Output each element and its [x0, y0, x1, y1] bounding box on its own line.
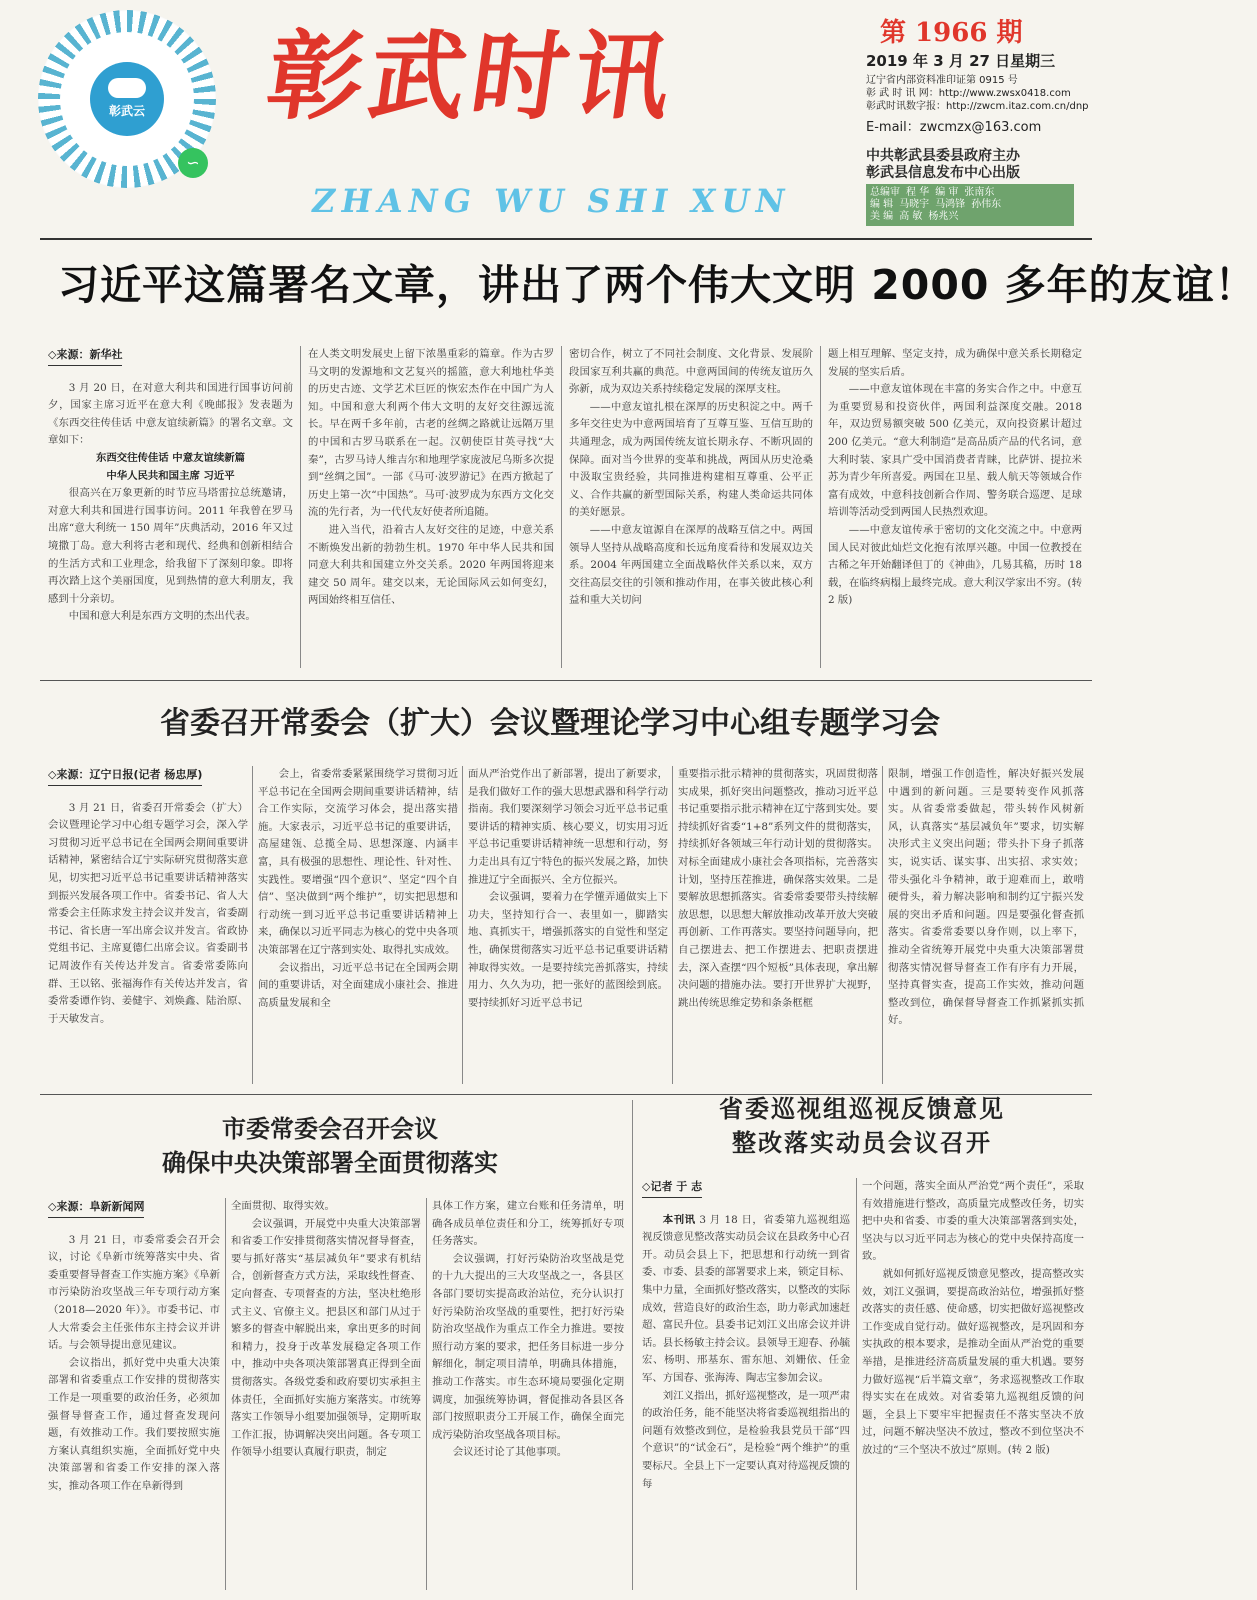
staff-row [870, 199, 1070, 211]
cloud-icon [108, 78, 146, 98]
paragraph: 很高兴在万象更新的时节应马塔雷拉总统邀请，对意大利共和国进行国事访问。2011 年我曾在罗马出席“意大利统一 150 周年”庆典活动，2016 年又过境撒丁岛。意大利将古老和现代、经典和创新相结合的生活方式和工业理念，给我留下了深刻印象。即将再次踏上这个美丽国度，见到热情的意大利朋友，我感到十分亲切。 [48, 487, 293, 605]
masthead-title: 彰武时讯 [260, 21, 684, 133]
paragraph: 3 月 21 日，市委常委会召开会议，讨论《阜新市统筹落实中央、省委重要督导督查工作实施方案》《阜新市污染防治攻坚战三年专项行动方案（2018—2020 年）》。市委书记、市人大常委会主任张伟东主持会议并讲话。与会领导提出意见建议。 [48, 1233, 220, 1352]
staff-cell: 总编审 [870, 187, 900, 198]
article1-col-3 [569, 346, 813, 668]
sponsor-line-1: 中共彰武县委县政府主办 [866, 148, 1020, 164]
paragraph: 会议强调，打好污染防治攻坚战是党的十九大提出的三大攻坚战之一，各县区各部门要切实提高政治站位，充分认识打好污染防治攻坚战的重要性，把打好污染防治攻坚战作为重点工作全力推进。要按照行动方案的要求，把任务目标进一步分解细化，制定项目清单，明确具体措施，推动工作落实。市生态环境局要强化定期调度，加强统筹协调，督促推动各县区各部门按照职责分工开展工作，确保全面完成污染防治攻坚战各项目标。 [432, 1252, 624, 1441]
article3-headline-line-1: 市委常委会召开会议 [222, 1114, 438, 1143]
staff-cell: 高 敏 [899, 211, 923, 222]
digital-edition-link[interactable]: 彰武时讯数字报：http://zwcm.itaz.com.cn/dnp [866, 101, 1089, 112]
article2-col-1 [48, 766, 248, 1084]
paragraph: ——中意友谊传承于密切的文化交流之中。中意两国人民对彼此灿烂文化抱有浓厚兴趣。中国一位教授在古稀之年开始翻译但丁的《神曲》，几易其稿，历时 18 载，在临终病榻上最终完成。意大利汉学家出不穷。(转 2 版) [828, 523, 1082, 607]
paragraph: 3 月 18 日，省委第九巡视组巡视反馈意见整改落实动员会议在县政务中心召开。动员会县上下，把思想和行动统一到省委、市委、县委的部署要求上来，锁定目标、集中力量，全面抓好整改落实，以整改的实际成效，营造良好的政治生态，助力彰武加速赶超、富民升位。县委书记刘江义出席会议并讲话。县长杨敏主持会议。县领导王迎春、孙毓宏、杨明、邢基东、雷东旭、刘姗依、任金军、方国春、张海涛、陶志宝参加会议。 [642, 1213, 850, 1384]
column-divider [426, 1198, 427, 1590]
masthead-pinyin: ZHANG WU SHI XUN [308, 182, 794, 220]
staff-cell: 程 华 [906, 187, 930, 198]
sponsor-block [866, 148, 1020, 182]
paragraph: 限制，增强工作创造性，解决好振兴发展中遇到的新问题。三是要转变作风抓落实。从省委常委做起，带头转作风树新风，认真落实“基层减负年”要求，切实解决形式主义突出问题；带头扑下身子抓落实，说实话、谋实事、出实招、求实效；带头强化斗争精神，敢于迎难而上，敢啃硬骨头，着力解决影响和制约辽宁振兴发展的突出矛盾和问题。四是要强化督查抓落实。省委常委要以身作则，以上率下，推动全省统筹开展党中央重大决策部署贯彻落实情况督导督查工作有序有力开展，坚持真督实查，提高工作实效，推动问题整改到位，确保督导督查工作抓紧抓实抓好。 [888, 768, 1084, 1027]
paragraph: 3 月 20 日，在对意大利共和国进行国事访问前夕，国家主席习近平在意大利《晚邮报》发表题为《东西交往传佳话 中意友谊续新篇》的署名文章。文章如下： [48, 381, 293, 447]
paragraph: 在人类文明发展史上留下浓墨重彩的篇章。作为古罗马文明的发源地和文艺复兴的摇篮，意大利地杜华美的历史古迹、文学艺术巨匠的恢宏杰作在中国广为人知。中国和意大利两个伟大文明的友好交往源远流长。早在两千多年前，古老的丝绸之路就让远隔万里的中国和古罗马联系在一起。汉朝使臣甘英寻找“大秦”，古罗马诗人维吉尔和地理学家庞波尼乌斯多次提到“丝绸之国”。一部《马可·波罗游记》在西方掀起了历史上第一次“中国热”。马可·波罗成为东西方文化交流的先行者，为一代代友好使者所追随。 [308, 348, 554, 519]
qr-logo-text: 彰武云 [108, 104, 145, 118]
print-permit: 辽宁省内部资料准印证第 0915 号 [866, 75, 1018, 86]
column-divider [300, 346, 301, 668]
article1-col-4 [828, 346, 1082, 668]
article1-headline: 习近平这篇署名文章，讲出了两个伟大文明 2000 多年的友谊！ [58, 261, 1257, 309]
column-divider [856, 1178, 857, 1590]
article3-source: ◇来源：阜新新闻网 [48, 1198, 144, 1218]
article2-col-4 [678, 766, 878, 1084]
staff-box [866, 184, 1074, 226]
article3-headline-line-2: 确保中央决策部署全面贯彻落实 [162, 1148, 498, 1177]
article4-headline-line-2: 整改落实动员会议召开 [732, 1128, 992, 1157]
section-divider [40, 680, 1092, 681]
column-divider [561, 346, 562, 668]
staff-row [870, 187, 1070, 199]
paragraph: 进入当代，沿着古人友好交往的足迹，中意关系不断焕发出新的勃勃生机。1970 年中华人民共和国同意大利共和国建立外交关系。2020 年两国将迎来建交 50 周年。建交以来，无论国际风云如何变幻，两国始终相互信任、 [308, 523, 554, 607]
article3-col-3 [432, 1198, 624, 1590]
staff-cell: 马晓宇 [899, 199, 930, 210]
cloud-logo-icon [90, 62, 164, 136]
paragraph: ——中意友谊体现在丰富的务实合作之中。中意互为重要贸易和投资伙伴，两国利益深度交融。2018 年，双边贸易额突破 500 亿美元，双向投资累计超过 200 亿美元。“意大利制造”是高品质产品的代名词，意大利时装、家具广受中国消费者青睐，比萨饼、提拉米苏为青少年所喜爱。两国在卫星、载人航天等领域合作富有成效，中意科技创新合作周、警务联合巡逻、足球培训等活动受到两国人民热烈欢迎。 [828, 383, 1082, 519]
paragraph: 刘江义指出，抓好巡视整改，是一项严肃的政治任务，能不能坚决将省委巡视组指出的问题有效整改到位，是检验我县党员干部“四个意识”的“试金石”，是检验“两个维护”的重要标尺。全县上下一定要认真对待巡视反馈的每 [642, 1389, 850, 1490]
article2-source: ◇来源：辽宁日报(记者 杨忠厚) [48, 766, 202, 786]
article4-headline [672, 1092, 1052, 1160]
staff-cell: 杨兆兴 [928, 211, 959, 222]
article4-col-1 [642, 1178, 850, 1590]
staff-cell: 美 编 [870, 211, 894, 222]
paragraph: ——中意友谊源自在深厚的战略互信之中。两国领导人坚持从战略高度和长远角度看待和发展双边关系。2004 年两国建立全面战略伙伴关系以来，双方交往高层交往的引领和推动作用，在事关彼此核心利益和重大关切问 [569, 523, 813, 607]
issue-number: 第 1966 期 [880, 18, 1023, 48]
article2-col-5 [888, 766, 1084, 1084]
article3-col-2 [231, 1198, 421, 1590]
paragraph: 会议还讨论了其他事项。 [452, 1446, 568, 1459]
column-divider [672, 766, 673, 1084]
staff-cell: 编 审 [935, 187, 959, 198]
paragraph: 重要指示批示精神的贯彻落实，巩固贯彻落实成果，抓好突出问题整改，推动习近平总书记重要指示批示精神在辽宁落到实处。要持续抓好省委“1+8”系列文件的贯彻落实，持续抓好各领域三年行动计划的贯彻落实。对标全面建成小康社会各项指标，完善落实计划，坚持压茬推进，确保落实效果。二是要解放思想抓落实。省委常委要带头持续解放思想，以思想大解放推动改革开放大突破再创新、工作再落实。要坚持问题导向，把自己摆进去、把工作摆进去、把职责摆进去，深入查摆“四个短板”具体表现，拿出解决问题的措施办法。要打开世界扩大视野，跳出传统思维定势和条条框框 [678, 768, 878, 1009]
paragraph: 会上，省委常委紧紧围绕学习贯彻习近平总书记在全国两会期间重要讲话精神，结合工作实际，交流学习体会，提出落实措施。大家表示，习近平总书记的重要讲话，高屋建瓴、总揽全局、思想深邃、内涵丰富，具有极强的思想性、理论性、针对性、实践性。要增强“四个意识”、坚定“四个自信”、坚决做到“两个维护”，切实把思想和行动统一到习近平总书记重要讲话精神上来，确保以习近平同志为核心的党中央各项决策部署在辽宁落到实处、取得扎实成效。 [258, 768, 458, 956]
email-link[interactable]: E-mail：zwcmzx@163.com [866, 120, 1042, 135]
staff-cell: 编 辑 [870, 199, 894, 210]
article2-col-3 [468, 766, 668, 1084]
paragraph: 会议强调，要着力在学懂弄通做实上下功夫，坚持知行合一、表里如一，脚踏实地、真抓实干，增强抓落实的自觉性和坚定性，确保贯彻落实习近平总书记重要讲话精神取得实效。一是要持续完善抓落实，持续用力、久久为功，把一张好的蓝图绘到底。要持续抓好习近平总书记 [468, 891, 668, 1009]
masthead-divider [40, 238, 1092, 240]
staff-cell: 孙伟东 [971, 199, 1002, 210]
paragraph: 题上相互理解、坚定支持，成为确保中意关系长期稳定发展的坚实后盾。 [828, 348, 1082, 378]
article3-headline [150, 1112, 510, 1180]
article4-source: ◇记者 于 志 [642, 1178, 702, 1198]
qr-code [38, 10, 216, 188]
article3-col-1 [48, 1198, 220, 1590]
column-divider [225, 1198, 226, 1590]
paragraph: 会议指出，习近平总书记在全国两会期间的重要讲话，对全面建成小康社会、推进高质量发展和全 [258, 961, 458, 1009]
paragraph: 密切合作，树立了不同社会制度、文化背景、发展阶段国家互利共赢的典范。中意两国间的传统友谊历久弥新，成为双边关系持续稳定发展的深厚支柱。 [569, 348, 813, 396]
paragraph: 中国和意大利是东西方文明的杰出代表。 [68, 610, 256, 623]
website-link[interactable]: 彰 武 时 讯 网：http://www.zwsx0418.com [866, 88, 1071, 99]
paragraph: 一个问题，落实全面从严治党“两个责任”，采取有效措施进行整改，高质量完成整改任务，切实把中央和省委、市委的重大决策部署落到实处，坚决与以习近平同志为核心的党中央保持高度一致。 [862, 1180, 1084, 1263]
paragraph: 就如何抓好巡视反馈意见整改，提高整改实效，刘江义强调，要提高政治站位，增强抓好整改落实的责任感、使命感，切实把做好巡视整改工作变成自觉行动。做好巡视整改，是巩固和夯实执政的根本要求，是推动全面从严治党的重要举措，是推进经济高质量发展的重大机遇。要努力做好巡视“后半篇文章”，务求巡视整改工作取得实实在在成效。对省委第九巡视组反馈的问题，全县上下要牢牢把握责任不落实坚决不放过，问题不解决坚决不放过，整改不到位坚决不放过的“三个坚决不放过”原则。(转 2 版) [862, 1267, 1084, 1456]
section-divider-vertical [632, 1100, 633, 1590]
column-divider [462, 766, 463, 1084]
paragraph: 全面贯彻、取得实效。 [231, 1200, 335, 1212]
paragraph: 面从严治党作出了新部署，提出了新要求，是我们做好工作的强大思想武器和科学行动指南。我们要深刻学习领会习近平总书记重要讲话的精神实质、核心要义，切实用习近平总书记重要讲话精神统一思想和行动，努力走出具有辽宁特色的振兴发展之路，加快推进辽宁全面振兴、全方位振兴。 [468, 768, 668, 886]
article1-byline: 中华人民共和国主席 习近平 [106, 469, 235, 482]
issue-date: 2019 年 3 月 27 日星期三 [866, 52, 1056, 70]
paragraph: 具体工作方案，建立台账和任务清单，明确各成员单位责任和分工，统筹抓好专项任务落实。 [432, 1200, 624, 1248]
article4-col-2 [862, 1178, 1084, 1590]
staff-cell: 张南东 [964, 187, 995, 198]
column-divider [882, 766, 883, 1084]
article4-lead: 本刊讯 [662, 1213, 696, 1226]
paragraph: 会议指出，抓好党中央重大决策部署和省委重点工作安排的贯彻落实工作是一项重要的政治任务，必须加强督导督查工作，通过督查发现问题，有效推动工作。我们要按照实施方案认真组织实施，全面抓好党中央决策部署和省委工作安排的深入落实，推动各项工作在阜新得到 [48, 1356, 220, 1492]
article1-col-2 [308, 346, 554, 668]
column-divider [820, 346, 821, 668]
article4-headline-line-1: 省委巡视组巡视反馈意见 [719, 1094, 1005, 1123]
paragraph: ——中意友谊扎根在深厚的历史积淀之中。两千多年交往史为中意两国培育了互尊互鉴、互信互助的共通理念，成为两国传统友谊长期永存、不断巩固的保障。面对当今世界的变革和挑战，两国从历史沧桑中汲取宝贵经验，共同推进构建相互尊重、公平正义、合作共赢的新型国际关系，构建人类命运共同体的美好愿景。 [569, 400, 813, 519]
paragraph: 3 月 21 日，省委召开常委会（扩大）会议暨理论学习中心组专题学习会，深入学习贯彻习近平总书记在全国两会期间重要讲话精神，紧密结合辽宁实际研究贯彻落实意见，切实把习近平总书记重要讲话精神落实到振兴发展各项工作中。省委书记、省人大常委会主任陈求发主持会议并发言，省委副书记、省长唐一军出席会议并发言。省政协党组书记、主席夏德仁出席会议。省委副书记周波作有关传达并发言。省委常委陈向群、王以铭、张福海作有关传达并发言，省委常委谭作钧、姜健宇、刘焕鑫、陆治原、于天敏发言。 [48, 801, 248, 1025]
article2-headline: 省委召开常委会（扩大）会议暨理论学习中心组专题学习会 [160, 706, 940, 741]
mini-program-icon: ∽ [178, 148, 208, 178]
article1-col-1 [48, 346, 293, 668]
staff-row [870, 211, 1070, 223]
sponsor-line-2: 彰武县信息发布中心出版 [866, 165, 1020, 181]
staff-cell: 马鸿锋 [935, 199, 966, 210]
column-divider [252, 766, 253, 1084]
article1-subtitle: 东西交往传佳话 中意友谊续新篇 [95, 451, 246, 464]
article1-source: ◇来源：新华社 [48, 346, 122, 366]
article2-col-2 [258, 766, 458, 1084]
paragraph: 会议强调，开展党中央重大决策部署和省委工作安排贯彻落实情况督导督查，要与抓好落实“基层减负年”要求有机结合，创新督查方式方法，采取线性督查、定向督查、专项督查的方法，坚决杜绝形式主义、官僚主义。把县区和部门从过于繁多的督查中解脱出来，拿出更多的时间和精力，投身于改革发展稳定各项工作中，推动中央各项决策部署真正得到全面贯彻落实。各级党委和政府要切实承担主体责任，全面抓好实施方案落实。市统筹落实工作领导小组要加强领导，定期听取工作汇报，协调解决突出问题。各专项工作领导小组要认真履行职责，制定 [231, 1217, 421, 1459]
